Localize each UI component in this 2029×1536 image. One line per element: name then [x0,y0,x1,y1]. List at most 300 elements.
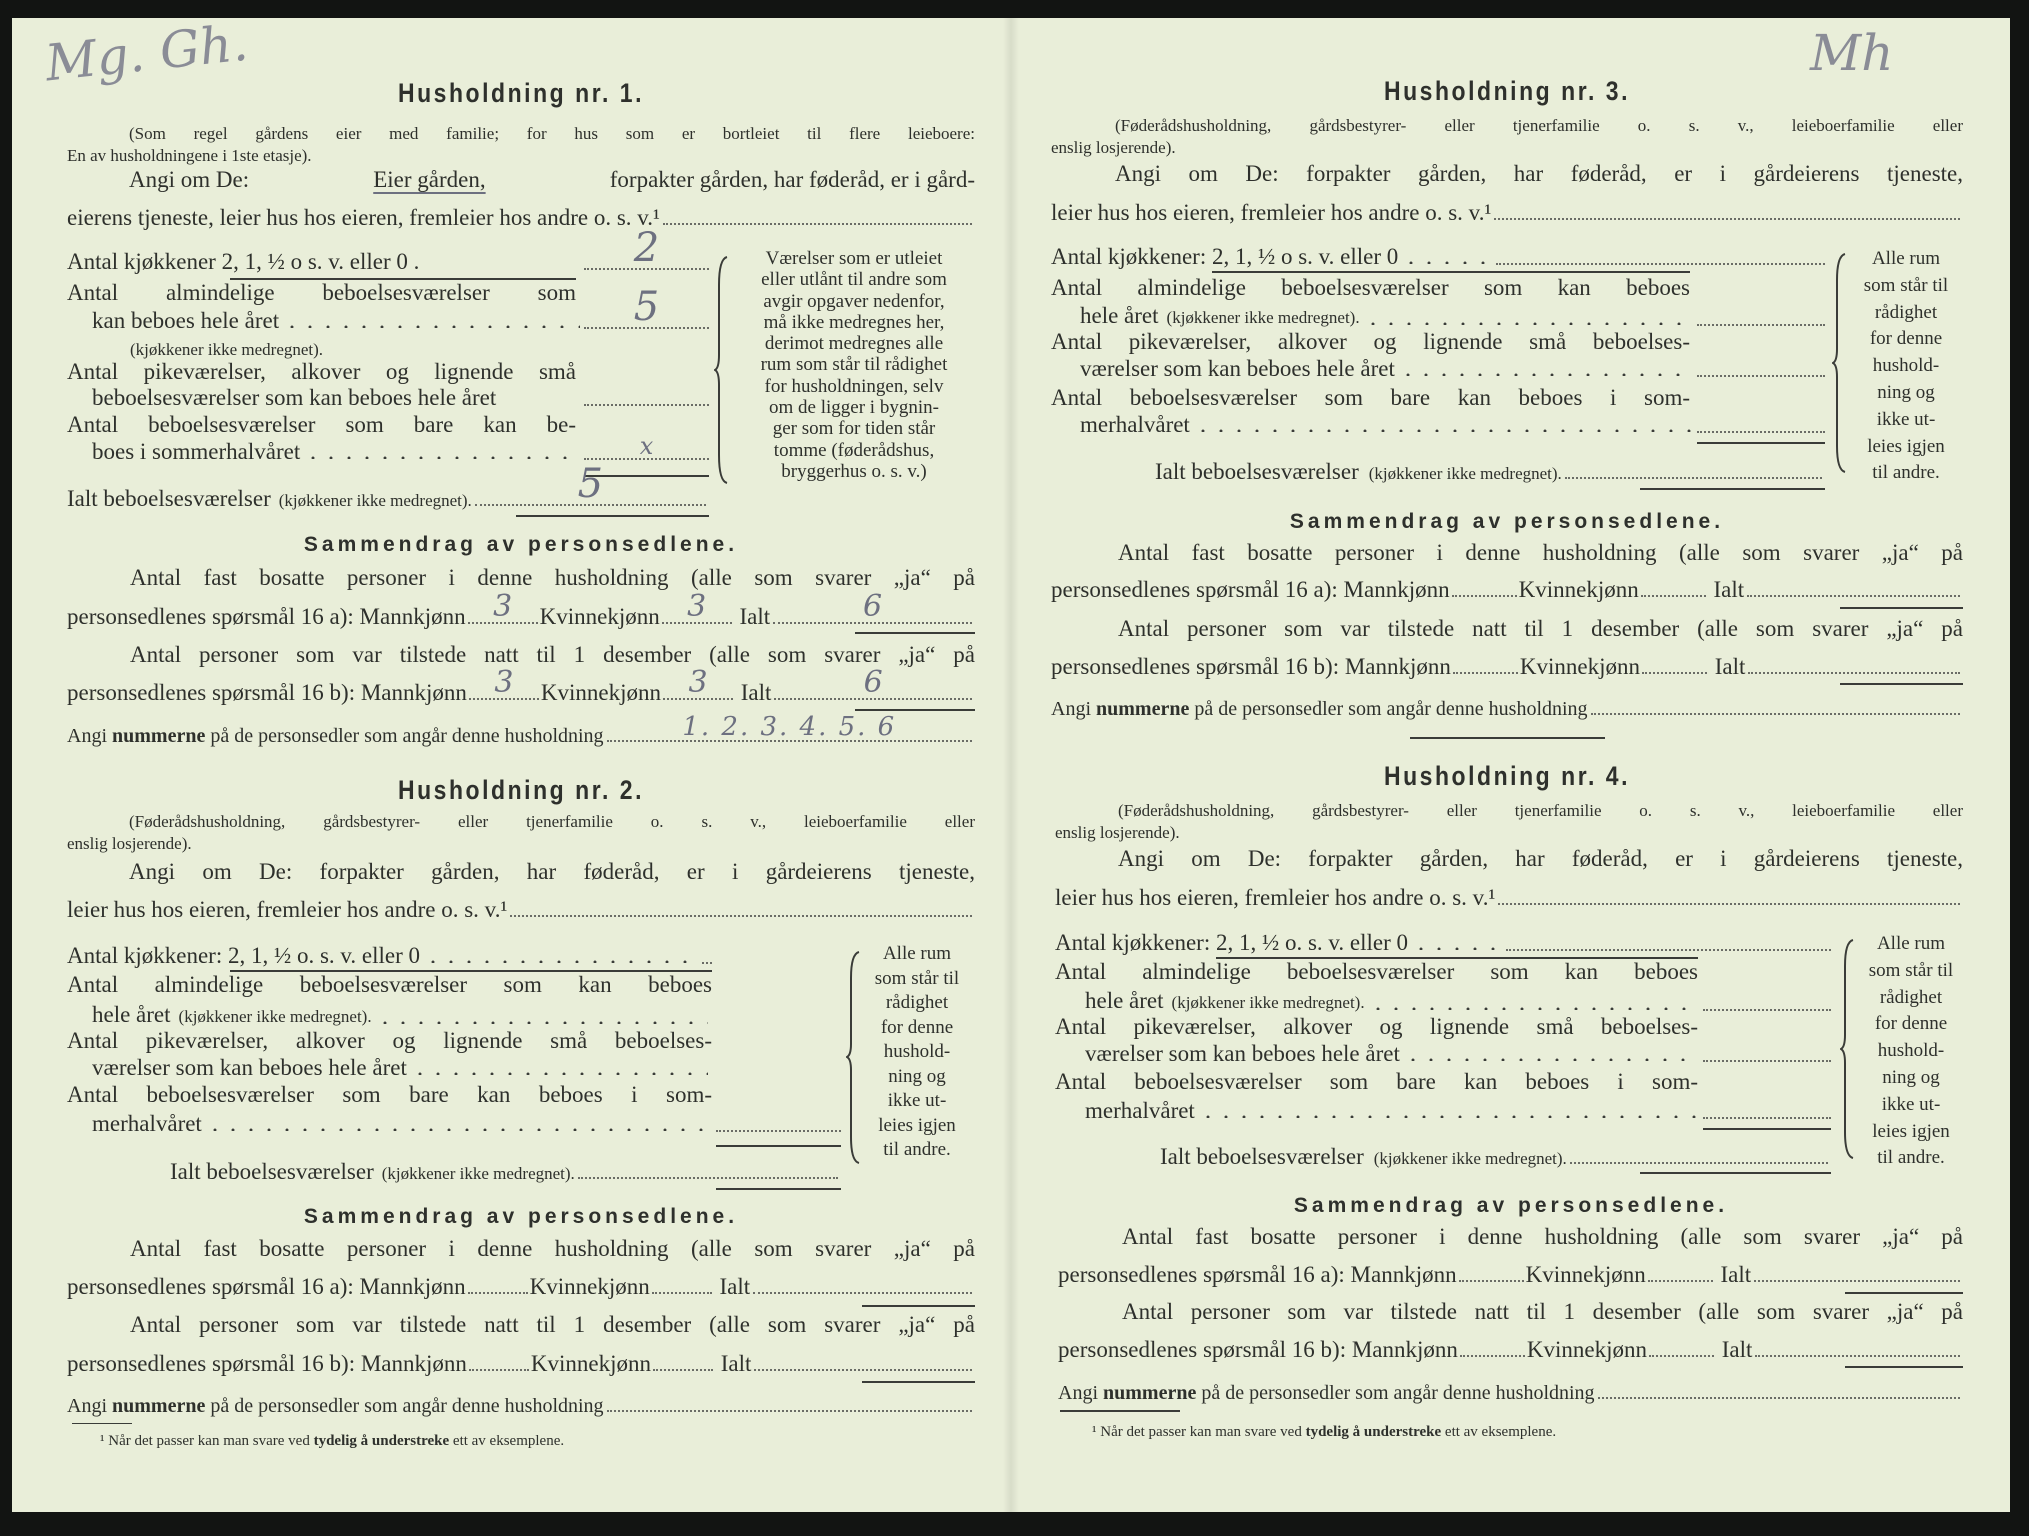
text-line: avgir opgaver nedenfor, [763,290,945,312]
text-line: tomme (føderådshus, [773,439,935,461]
rule-line [1840,683,1963,685]
resident-male-field[interactable] [468,1290,528,1294]
form-line [715,257,727,483]
present-total-field[interactable] [1755,1355,1960,1357]
form-line [67,225,709,276]
kitchens-label: Antal kjøkkener: 2, 1, ½ o s. v. eller 0 [1051,244,1399,269]
resident-female-field[interactable] [1641,593,1706,597]
text-line: ett av eksemplene. [452,1433,565,1449]
rule-line [1640,1172,1831,1174]
text-line: Når det passer kan man svare ved [108,1433,310,1449]
household-3-note-line-1: (Føderådshusholdning, gårdsbestyrer- eller tjenerfamilie o. s. v., leieboerfamilie eller [1115,116,1963,135]
form-line [67,279,576,307]
male-label: Mannkjønn [1344,654,1451,679]
resident-female-field[interactable] [662,589,732,624]
angi-line-1: Angi om De: forpakter gården, har føderåd, er i gårdeierens tjeneste, [1118,846,1963,871]
form-line [1058,1261,1963,1289]
summer-rooms-label: Antal beboelsesværelser som bare kan be- [67,412,576,437]
total-label: Ialt [719,1274,751,1299]
form-line [1055,884,1963,912]
resident-total-field[interactable] [753,1292,972,1294]
small-rooms-field[interactable] [1703,1058,1831,1062]
rule-line [855,709,975,711]
rule-line [1697,442,1825,444]
male-label: Mannkjønn [359,604,466,629]
form-line [1051,576,1963,604]
kitchens-label: Antal kjøkkener 2, 1, ½ o s. v. eller 0 . [67,249,420,274]
present-male-value: 3 [494,665,514,700]
female-label: Kvinnekjønn [539,604,660,629]
rule-line [862,1381,975,1383]
text-line: leies igjen [878,1114,956,1136]
summer-rooms-field[interactable] [1703,1115,1831,1119]
resident-female-field[interactable] [652,1290,712,1294]
resident-total-field[interactable] [773,589,972,624]
summary-title: Sammendrag av personsedlene. [303,1205,739,1228]
male-label: Mannkjønn [359,1274,466,1299]
dot-leader [1404,1058,1699,1061]
total-rooms-field[interactable] [578,1177,838,1179]
form-line [1841,940,1853,1158]
angi-answer-field[interactable] [1494,218,1960,220]
text-line: til andre. [1872,462,1940,484]
brace-icon [714,255,730,485]
form-line [1058,1379,1963,1407]
question-16b-label: personsedlenes spørsmål 16 b): [67,1351,356,1376]
female-label: Kvinnekjønn [540,680,662,705]
female-label: Kvinnekjønn [529,1274,650,1299]
question-16b-label: personsedlenes spørsmål 16 b): [1051,654,1340,679]
female-label: Kvinnekjønn [1525,1262,1646,1287]
ordinary-rooms-note: (kjøkkener ikke medregnet). [1166,308,1360,327]
form-line [67,1027,712,1055]
male-label: Mannkjønn [360,1351,467,1376]
total-rooms-note: (kjøkkener ikke medregnet). [1373,1149,1567,1168]
text-line: rådighet [885,992,949,1013]
text-line: som står til [1863,274,1949,296]
text-line: tydelig å understreke [313,1433,450,1449]
rule-line [1212,271,1690,273]
total-rooms-note: (kjøkkener ikke medregnet). [278,491,472,510]
total-label: Ialt [1720,1262,1752,1287]
numbers-value: 1. 2. 3. 4. 5. 6 [682,712,897,742]
form-line [130,564,975,592]
text-line: derimot medregnes alle [764,333,944,355]
form-line [67,896,975,924]
resident-persons-label: Antal fast bosatte personer i denne husholdning (alle som svarer „ja“ på [1118,540,1963,565]
small-rooms-label: Antal pikeværelser, alkover og lignende små [67,359,576,384]
form-line [67,204,975,232]
male-label: Mannkjønn [1343,577,1450,602]
text-line: rum som står til rådighet [760,354,948,376]
form-line [67,830,192,858]
resident-female-value: 3 [687,589,707,624]
angi-answer-field[interactable] [510,915,972,917]
present-total-field[interactable] [774,665,972,700]
form-line [1051,243,1825,271]
small-rooms-label: Antal pikeværelser, alkover og lignende små beboelses- [67,1028,712,1053]
household-1-title: Husholdning nr. 1. [397,78,645,108]
form-line [1051,274,1690,302]
female-label: Kvinnekjønn [1518,577,1639,602]
form-line [1115,112,1963,140]
angi-selected-option: Eier gården, [373,167,486,192]
form-line [1085,1097,1831,1125]
form-line [129,166,975,194]
form-line [67,411,576,439]
numbers-label-bold: nummerne [1103,1382,1197,1404]
household-4-note-line-2: enslig losjerende). [1055,823,1180,842]
summer-rooms-label: Antal beboelsesværelser som bare kan beboes i som- [1051,385,1690,410]
present-female-field[interactable] [1649,1353,1714,1357]
ordinary-rooms-label: Antal almindelige beboelsesværelser som [67,280,576,305]
ordinary-rooms-label-2: kan beboes hele året [92,308,280,333]
angi-line-2: leier hus hos eieren, fremleier hos andre o. s. v.¹ [67,897,508,922]
angi-line-2: leier hus hos eieren, fremleier hos andre o. s. v.¹ [1055,885,1496,910]
angi-answer-field[interactable] [1498,903,1960,905]
form-line [1155,458,1825,488]
ordinary-rooms-label-2: hele året [1085,988,1164,1013]
rule-line [516,515,709,517]
form-line [1055,958,1698,986]
text-line: til andre. [1877,1147,1945,1169]
present-female-value: 3 [688,665,708,700]
form-line [130,1311,975,1339]
total-rooms-note: (kjøkkener ikke medregnet). [1368,464,1562,483]
present-male-field[interactable] [1460,1353,1525,1357]
household-1-side-note [734,248,974,482]
kitchens-field[interactable] [1496,261,1825,265]
summer-rooms-value: x [639,432,654,460]
form-line [67,942,712,970]
total-rooms-value: 5 [577,461,604,507]
text-line: hushold- [1872,355,1940,377]
present-male-field[interactable] [1453,670,1518,674]
total-rooms-field[interactable] [1565,477,1822,479]
brace-icon [846,950,862,1165]
form-line [1058,1336,1963,1364]
form-line [67,358,576,386]
present-female-field[interactable] [653,1367,713,1371]
numbers-label-bold: nummerne [112,725,206,747]
form-line [170,1158,841,1188]
form-line [67,1392,975,1420]
numbers-label-post: på de personsedler som angår denne husholdning [210,1395,604,1417]
total-label: Ialt [1713,577,1745,602]
brace-icon [1832,252,1848,474]
form-line [67,1081,712,1109]
form-line [1118,615,1963,643]
numbers-field[interactable] [1591,713,1960,715]
form-line [67,712,975,750]
form-line [1051,328,1690,356]
present-persons-label: Antal personer som var tilstede natt til 1 desember (alle som svarer „ja“ på [1118,616,1963,641]
numbers-field[interactable] [607,712,972,742]
form-line [92,1110,841,1138]
text-line: for denne [1874,1013,1948,1035]
footnote [1092,1418,1556,1446]
resident-persons-label: Antal fast bosatte personer i denne husholdning (alle som svarer „ja“ på [1122,1224,1963,1249]
summer-rooms-field[interactable] [716,1128,841,1132]
resident-total-field[interactable] [1747,595,1960,597]
household-2-note-line-1: (Føderådshusholdning, gårdsbestyrer- eller tjenerfamilie o. s. v., leieboerfamilie eller [129,812,975,831]
form-line [67,1273,975,1301]
margin-note-handwritten: Mg. Gh. [42,13,251,93]
text-line: Værelser som er utleiet [765,248,943,269]
kitchens-field[interactable] [1506,947,1831,951]
dot-leader [1399,373,1693,376]
text-line: ning og [888,1065,946,1087]
total-label: Ialt [1714,654,1746,679]
rule-line [1640,488,1825,490]
text-line: tydelig å understreke [1305,1424,1442,1440]
present-persons-label: Antal personer som var tilstede natt til 1 desember (alle som svarer „ja“ på [130,1312,975,1337]
household-4-side-note [1858,931,1964,1172]
rule-line [716,1188,841,1190]
household-3-title: Husholdning nr. 3. [1383,76,1631,106]
kitchens-field[interactable] [702,960,712,964]
summer-rooms-label-2: merhalvåret [92,1111,202,1136]
total-rooms-field[interactable] [475,461,706,507]
text-line: for denne [1869,328,1943,350]
summary-title: Sammendrag av personsedlene. [1293,1194,1729,1217]
kitchens-field[interactable] [584,225,709,271]
form-line [92,432,709,466]
numbers-label-pre: Angi [67,725,107,747]
form-line [1833,254,1845,472]
question-16a-label: personsedlenes spørsmål 16 a): [67,604,354,629]
female-label: Kvinnekjønn [1519,654,1641,679]
text-line: ikke ut- [1881,1093,1941,1115]
rule-line [1703,1128,1831,1130]
numbers-label-pre: Angi [1058,1382,1098,1404]
dot-leader [1194,429,1693,432]
text-line: ¹ [1092,1424,1097,1440]
present-female-field[interactable] [1642,670,1707,674]
text-line: leies igjen [1872,1120,1950,1142]
household-2-note-line-2: enslig losjerende). [67,834,192,853]
resident-persons-label: Antal fast bosatte personer i denne husholdning (alle som svarer „ja“ på [130,565,975,590]
form-line [1055,929,1831,957]
form-line [1080,411,1825,439]
text-line: ikke ut- [887,1090,947,1111]
household-4-title: Husholdning nr. 4. [1383,761,1631,791]
present-female-field[interactable] [663,665,733,700]
kitchens-label: Antal kjøkkener: 2, 1, ½ o. s. v. eller 0 [67,943,421,968]
form-line [1118,797,1963,825]
form-line [67,665,975,707]
angi-line-2: leier hus hos eieren, fremleier hos andre o. s. v.¹ [1051,200,1492,225]
household-2-side-note [862,942,972,1163]
household-4-note-line-1: (Føderådshusholdning, gårdsbestyrer- eller tjenerfamilie o. s. v., leieboerfamilie eller [1118,801,1963,820]
brace-icon [1840,938,1856,1160]
numbers-label-bold: nummerne [1096,698,1190,720]
small-rooms-label-2: værelser som kan beboes hele året [1080,356,1395,381]
text-line: eller utlånt til andre som [761,269,947,291]
form-line [1051,134,1176,162]
ordinary-rooms-field[interactable] [584,284,709,330]
dot-leader [411,1072,708,1075]
small-rooms-field[interactable] [1697,373,1825,377]
text-line: ett av eksemplene. [1444,1424,1557,1440]
small-rooms-field[interactable] [584,402,709,406]
summer-rooms-label: Antal beboelsesværelser som bare kan beboes i som- [67,1082,712,1107]
present-persons-label: Antal personer som var tilstede natt til 1 desember (alle som svarer „ja“ på [1122,1299,1963,1324]
rule-line [1845,1292,1963,1294]
resident-female-field[interactable] [1648,1278,1713,1282]
rule-line [1845,1366,1963,1368]
ordinary-rooms-label-2: hele året [92,1002,171,1027]
resident-persons-label: Antal fast bosatte personer i denne husholdning (alle som svarer „ja“ på [130,1236,975,1261]
total-rooms-label: Ialt beboelsesværelser [170,1159,374,1184]
margin-note-right-faint: Mh [1810,24,1894,82]
small-rooms-label: Antal pikeværelser, alkover og lignende små beboelses- [1055,1014,1698,1039]
text-line: for denne [880,1016,954,1038]
form-line [1160,1143,1831,1173]
summer-rooms-field[interactable] [584,432,709,460]
numbers-field[interactable] [1598,1397,1960,1399]
present-total-field[interactable] [754,1369,972,1371]
ordinary-rooms-note: (kjøkkener ikke medregnet). [130,340,324,359]
kitchens-value: 2 [633,225,660,271]
summer-rooms-label-2: boes i sommerhalvåret [92,439,301,464]
male-label: Mannkjønn [360,680,467,705]
text-line: Alle rum [1871,248,1941,269]
text-line: hushold- [1877,1040,1945,1062]
footnote [100,1427,564,1455]
form-line [1118,845,1963,873]
ordinary-rooms-label: Antal almindelige beboelsesværelser som kan beboes [67,972,712,997]
summary-title: Sammendrag av personsedlene. [303,533,739,556]
text-line: rådighet [1879,986,1943,1008]
angi-prefix: Angi om De: [129,167,250,192]
resident-total-value: 6 [863,589,883,624]
form-line [1118,539,1963,567]
summer-rooms-label: Antal beboelsesværelser som bare kan beboes i som- [1055,1069,1698,1094]
present-male-field[interactable] [469,1367,529,1371]
form-line [1122,1223,1963,1251]
total-rooms-label: Ialt beboelsesværelser [1155,459,1359,484]
numbers-label-post: på de personsedler som angår denne husholdning [1201,1382,1595,1404]
resident-total-field[interactable] [1754,1280,1960,1282]
text-line: som står til [1868,959,1954,981]
total-label: Ialt [720,1351,752,1376]
form-line [847,952,859,1163]
question-16a-label: personsedlenes spørsmål 16 a): [1058,1262,1345,1287]
rule-line [1060,1410,1180,1412]
numbers-label-pre: Angi [67,1395,107,1417]
text-line: ger som for tiden står [772,418,936,440]
dot-leader [1369,1007,1699,1010]
text-line: som står til [874,967,960,989]
total-label: Ialt [1721,1337,1753,1362]
text-line: Alle rum [882,943,952,964]
household-1-note-line-1: (Som regel gårdens eier med familie; for hus som er bortleiet til flere leieboere: [129,124,975,143]
resident-male-field[interactable] [468,589,538,624]
text-line: bryggerhus o. s. v.) [781,460,927,482]
angi-line-1: Angi om De: forpakter gården, har føderåd, er i gårdeierens tjeneste, [129,859,975,884]
total-label: Ialt [740,680,772,705]
rule-line [716,1145,841,1147]
dot-leader [376,1021,708,1024]
ordinary-rooms-field[interactable] [1703,1007,1831,1011]
form-line [1051,653,1963,681]
resident-male-field[interactable] [1452,593,1517,597]
text-line: Alle rum [1876,933,1946,954]
angi-answer-field[interactable] [663,223,972,225]
ordinary-rooms-field[interactable] [1697,322,1825,326]
form-line [1051,695,1963,723]
dot-leader [1199,1115,1699,1118]
form-line [92,384,709,412]
form-line [67,589,975,631]
form-line [1051,199,1963,227]
form-line [1122,1298,1963,1326]
female-label: Kvinnekjønn [530,1351,652,1376]
kitchens-label: Antal kjøkkener: 2, 1, ½ o. s. v. eller 0 [1055,930,1409,955]
numbers-label-post: på de personsedler som angår denne husholdning [210,725,604,747]
dot-leader [424,960,698,963]
total-rooms-field[interactable] [1570,1162,1828,1164]
form-line [1085,1040,1831,1068]
form-line [1055,1013,1698,1041]
household-3-side-note [1850,246,1962,487]
form-line [1115,160,1963,188]
text-line: må ikke medregnes her, [763,311,945,333]
ordinary-rooms-label-2: hele året [1080,303,1159,328]
summer-rooms-field[interactable] [1697,429,1825,433]
form-line [92,1054,712,1082]
small-rooms-label-2: værelser som kan beboes hele året [1085,1041,1400,1066]
form-line [67,971,712,999]
rule-line [862,1305,975,1307]
form-line [1055,1068,1698,1096]
female-label: Kvinnekjønn [1526,1337,1648,1362]
present-male-field[interactable] [469,665,539,700]
text-line: ¹ [100,1433,105,1449]
dot-leader [304,456,580,459]
numbers-label-post: på de personsedler som angår denne husholdning [1194,698,1588,720]
text-line: leies igjen [1867,435,1945,457]
question-16b-label: personsedlenes spørsmål 16 b): [1058,1337,1347,1362]
rule-line [855,632,975,634]
form-line [1055,819,1180,847]
angi-line-1: Angi om De: forpakter gården, har føderåd, er i gårdeierens tjeneste, [1115,161,1963,186]
total-label: Ialt [739,604,771,629]
ordinary-rooms-label: Antal almindelige beboelsesværelser som kan beboes [1055,959,1698,984]
resident-male-field[interactable] [1459,1278,1524,1282]
form-line [1080,355,1825,383]
male-label: Mannkjønn [1350,1262,1457,1287]
numbers-field[interactable] [607,1410,972,1412]
dot-leader [206,1128,712,1131]
present-total-field[interactable] [1748,672,1960,674]
present-total-value: 6 [863,665,883,700]
text-line: ikke ut- [1876,408,1936,430]
question-16a-label: personsedlenes spørsmål 16 a): [67,1274,354,1299]
text-line: hushold- [883,1041,951,1062]
small-rooms-label-2: værelser som kan beboes hele året [92,1055,407,1080]
form-line [129,858,975,886]
ordinary-rooms-note: (kjøkkener ikke medregnet). [178,1007,372,1026]
rule-line [72,1423,132,1424]
total-rooms-note: (kjøkkener ikke medregnet). [381,1164,575,1183]
ordinary-rooms-note: (kjøkkener ikke medregnet). [1171,993,1365,1012]
small-rooms-label: Antal pikeværelser, alkover og lignende små beboelses- [1051,329,1690,354]
text-line: rådighet [1874,301,1938,323]
form-line [67,1350,975,1378]
text-line: for husholdningen, selv [764,375,944,397]
